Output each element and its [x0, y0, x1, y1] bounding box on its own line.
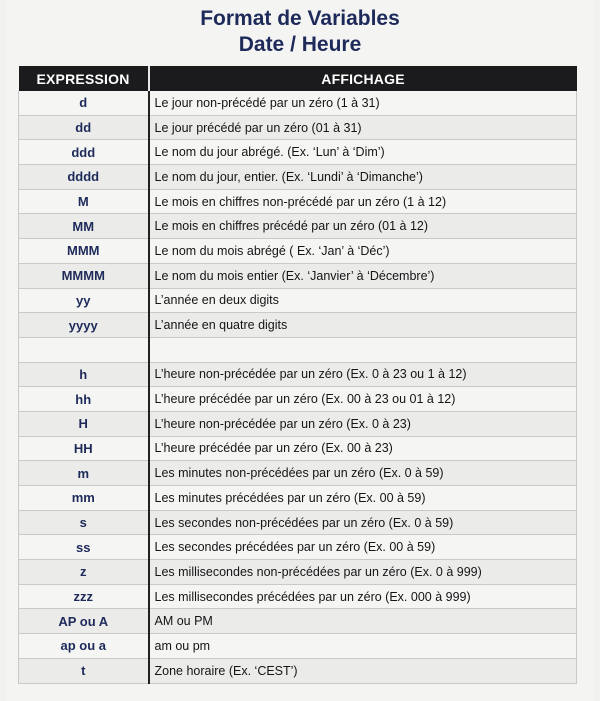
- table-row: [19, 634, 577, 659]
- expression-cell: m: [19, 461, 149, 486]
- expression-cell: H: [19, 411, 149, 436]
- expression-cell: dd: [19, 115, 149, 140]
- affichage-cell: Le nom du jour, entier. (Ex. ‘Lundi’ à ‘Dimanche’): [149, 165, 577, 190]
- affichage-cell: Le nom du mois entier (Ex. ‘Janvier’ à ‘Décembre’): [149, 263, 577, 288]
- table-row: [19, 189, 577, 214]
- expression-cell: yy: [19, 288, 149, 313]
- expression-cell: MMMM: [19, 263, 149, 288]
- table-row: [19, 91, 577, 115]
- affichage-cell: Le nom du mois abrégé ( Ex. ‘Jan’ à ‘Déc’): [149, 239, 577, 264]
- affichage-cell: Le mois en chiffres précédé par un zéro (01 à 12): [149, 214, 577, 239]
- table-header-row: [19, 66, 577, 91]
- affichage-cell: Les minutes précédées par un zéro (Ex. 00 à 59): [149, 486, 577, 511]
- expression-cell: s: [19, 510, 149, 535]
- expression-cell: MM: [19, 214, 149, 239]
- header-expression: EXPRESSION: [19, 66, 149, 91]
- affichage-cell: L’heure précédée par un zéro (Ex. 00 à 23): [149, 436, 577, 461]
- expression-cell: ddd: [19, 140, 149, 165]
- table-row: [19, 486, 577, 511]
- expression-cell: zzz: [19, 584, 149, 609]
- table-row: [19, 214, 577, 239]
- expression-cell: dddd: [19, 165, 149, 190]
- table-row: [19, 288, 577, 313]
- affichage-cell: Les minutes non-précédées par un zéro (Ex. 0 à 59): [149, 461, 577, 486]
- affichage-cell: am ou pm: [149, 634, 577, 659]
- affichage-cell: Le jour précédé par un zéro (01 à 31): [149, 115, 577, 140]
- expression-cell: AP ou A: [19, 609, 149, 634]
- affichage-cell: Le jour non-précédé par un zéro (1 à 31): [149, 91, 577, 115]
- table-row: [19, 362, 577, 387]
- expression-cell: yyyy: [19, 313, 149, 338]
- affichage-cell: Les millisecondes non-précédées par un zéro (Ex. 0 à 999): [149, 560, 577, 585]
- table-row: [19, 115, 577, 140]
- expression-cell: M: [19, 189, 149, 214]
- table-row: [19, 584, 577, 609]
- affichage-cell: Le mois en chiffres non-précédé par un zéro (1 à 12): [149, 189, 577, 214]
- expression-cell: h: [19, 362, 149, 387]
- table-row: [19, 436, 577, 461]
- table-row: [19, 609, 577, 634]
- table-row: [19, 337, 577, 362]
- table-row: [19, 313, 577, 338]
- table-row: [19, 165, 577, 190]
- page-title: Format de Variables: [200, 7, 400, 30]
- affichage-cell: Le nom du jour abrégé. (Ex. ‘Lun’ à ‘Dim’): [149, 140, 577, 165]
- table-row: [19, 658, 577, 683]
- expression-cell: MMM: [19, 239, 149, 264]
- table-row: [19, 263, 577, 288]
- table-row: [19, 140, 577, 165]
- expression-cell: d: [19, 91, 149, 115]
- affichage-cell: L’année en quatre digits: [149, 313, 577, 338]
- expression-cell: mm: [19, 486, 149, 511]
- expression-cell: hh: [19, 387, 149, 412]
- table-row: [19, 411, 577, 436]
- table-row: [19, 560, 577, 585]
- table-row: [19, 239, 577, 264]
- expression-cell: z: [19, 560, 149, 585]
- affichage-cell: Zone horaire (Ex. ‘CEST’): [149, 658, 577, 683]
- table-row: [19, 461, 577, 486]
- affichage-cell: L’heure non-précédée par un zéro (Ex. 0 à 23): [149, 411, 577, 436]
- format-table: [18, 66, 577, 684]
- expression-cell: ap ou a: [19, 634, 149, 659]
- expression-cell: ss: [19, 535, 149, 560]
- table-row: [19, 510, 577, 535]
- expression-cell: HH: [19, 436, 149, 461]
- affichage-cell: L’heure précédée par un zéro (Ex. 00 à 23 ou 01 à 12): [149, 387, 577, 412]
- affichage-cell: Les secondes non-précédées par un zéro (Ex. 0 à 59): [149, 510, 577, 535]
- affichage-cell: Les secondes précédées par un zéro (Ex. 00 à 59): [149, 535, 577, 560]
- affichage-cell: L’année en deux digits: [149, 288, 577, 313]
- header-affichage: AFFICHAGE: [149, 66, 577, 91]
- page-subtitle: Date / Heure: [238, 33, 362, 56]
- affichage-cell: L’heure non-précédée par un zéro (Ex. 0 à 23 ou 1 à 12): [149, 362, 577, 387]
- table-row: [19, 535, 577, 560]
- affichage-cell: AM ou PM: [149, 609, 577, 634]
- expression-cell: t: [19, 658, 149, 683]
- expression-cell: [19, 337, 149, 362]
- affichage-cell: [149, 337, 577, 362]
- table-body: [19, 91, 577, 683]
- table-row: [19, 387, 577, 412]
- affichage-cell: Les millisecondes précédées par un zéro (Ex. 000 à 999): [149, 584, 577, 609]
